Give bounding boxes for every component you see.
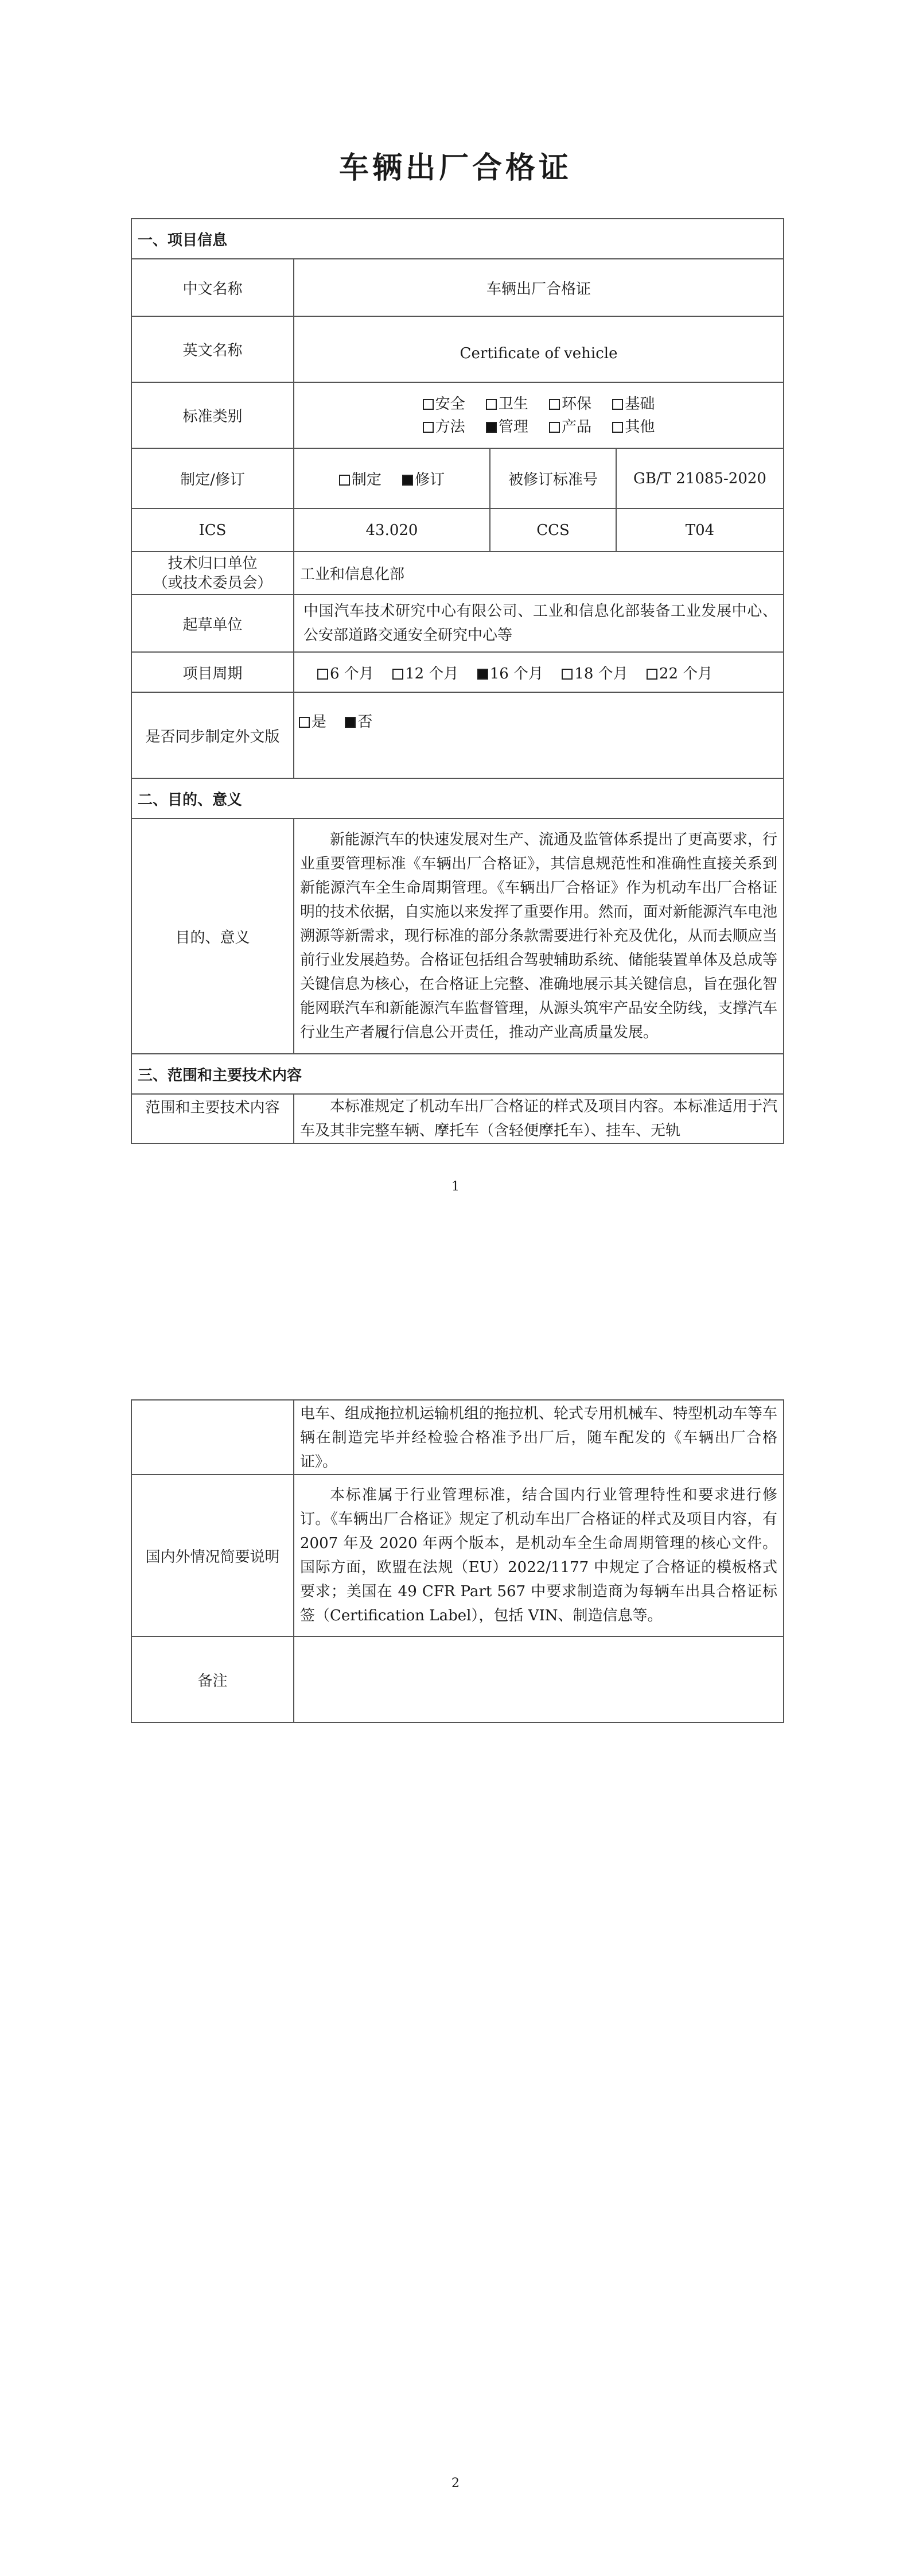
page-2	[0, 1288, 911, 2576]
purpose-label: 目的、意义	[131, 818, 294, 1054]
remarks-value[interactable]	[294, 1636, 784, 1722]
std-category-line-2	[300, 416, 777, 439]
std-category-label: 标准类别	[131, 382, 294, 448]
cn-name-value: 车辆出厂合格证	[294, 259, 784, 316]
scope-text-part-1: 本标准规定了机动车出厂合格证的样式及项目内容。本标准适用于汽车及其非完整车辆、摩托车（含轻便摩托车）、挂车、无轨	[294, 1094, 784, 1143]
option-basic[interactable]: 基础	[612, 393, 655, 416]
checkbox-checked-icon	[477, 669, 488, 680]
row-foreign-version	[131, 692, 784, 778]
option-other[interactable]: 其他	[612, 416, 655, 439]
row-drafter	[131, 595, 784, 652]
foreign-version-label: 是否同步制定外文版	[131, 692, 294, 778]
row-revision	[131, 448, 784, 509]
option-18-months[interactable]: 18 个月	[562, 662, 628, 683]
option-safety[interactable]: 安全	[423, 393, 465, 416]
purpose-text: 新能源汽车的快速发展对生产、流通及监管体系提出了更高要求，行业重要管理标准《车辆出厂合格证》，其信息规范性和准确性直接关系到新能源汽车全生命周期管理。《车辆出厂合格证》作为机动车出厂合格证明的技术依据，自实施以来发挥了重要作用。然而，面对新能源汽车电池溯源等新需求，现行标准的部分条款需要进行补充及优化，从而去顺应当前行业发展趋势。合格证包括组合驾驶辅助系统、储能装置单体及总成等关键信息为核心，在合格证上完整、准确地展示其关键信息，旨在强化智能网联汽车和新能源汽车监督管理，从源头筑牢产品安全防线，支撑汽车行业生产者履行信息公开责任，推动产业高质量发展。	[294, 818, 784, 1054]
option-revise[interactable]: 修订	[402, 468, 445, 489]
checkbox-checked-icon	[402, 475, 413, 486]
domestic-text: 本标准属于行业管理标准，结合国内行业管理特性和要求进行修订。《车辆出厂合格证》规定了机动车出厂合格证的样式及项目内容，有 2007 年及 2020 年两个版本，是机动车全生命周期管理的核心文件。 国际方面，欧盟在法规（EU）2022/1177 中规定了合格证的模板格式要求；美国在 49 CFR Part 567 中要求制造商为每辆车出具合格证标签（Certification Label），包括 VIN、制造信息等。	[294, 1475, 784, 1636]
std-category-line-1	[300, 393, 777, 416]
checkbox-checked-icon	[486, 422, 497, 433]
tech-unit-value: 工业和信息化部	[294, 552, 784, 595]
document-title: 车辆出厂合格证	[338, 150, 572, 185]
page-number: 1	[451, 1180, 460, 1194]
checkbox-icon	[392, 669, 403, 680]
option-establish[interactable]: 制定	[339, 468, 381, 489]
foreign-version-options	[294, 692, 784, 778]
option-yes[interactable]: 是	[299, 710, 326, 731]
section-heading-purpose: 二、目的、意义	[131, 778, 784, 818]
option-management[interactable]: 管理	[486, 416, 528, 439]
section-row-scope	[131, 1054, 784, 1094]
page-number: 2	[451, 2476, 460, 2490]
checkbox-icon	[339, 475, 350, 486]
checkbox-icon	[562, 669, 573, 680]
domestic-label: 国内外情况简要说明	[131, 1475, 294, 1636]
revision-label: 制定/修订	[131, 448, 294, 509]
en-name-label: 英文名称	[131, 316, 294, 382]
period-options	[294, 652, 784, 692]
option-environment[interactable]: 环保	[549, 393, 591, 416]
checkbox-icon	[612, 399, 623, 410]
ics-label: ICS	[131, 509, 294, 552]
checkbox-icon	[423, 399, 434, 410]
section-row-info	[131, 219, 784, 259]
row-tech-unit	[131, 552, 784, 595]
checkbox-icon	[299, 717, 310, 728]
checkbox-icon	[549, 399, 560, 410]
project-form-table-continued	[131, 1399, 784, 1723]
checkbox-icon	[486, 399, 497, 410]
scope-label: 范围和主要技术内容	[131, 1094, 294, 1143]
ccs-label: CCS	[490, 509, 616, 552]
tech-unit-label: 技术归口单位 （或技术委员会）	[131, 552, 294, 595]
option-product[interactable]: 产品	[549, 416, 591, 439]
ics-value: 43.020	[294, 509, 490, 552]
en-name-value: Certificate of vehicle	[294, 316, 784, 382]
option-method[interactable]: 方法	[423, 416, 465, 439]
scope-label-continued	[131, 1400, 294, 1475]
checkbox-icon	[549, 422, 560, 433]
checkbox-icon	[647, 669, 657, 680]
checkbox-icon	[317, 669, 328, 680]
period-label: 项目周期	[131, 652, 294, 692]
revision-options	[294, 448, 490, 509]
row-std-category	[131, 382, 784, 448]
row-scope	[131, 1094, 784, 1143]
row-scope-continued	[131, 1400, 784, 1475]
option-12-months[interactable]: 12 个月	[392, 662, 458, 683]
cn-name-label: 中文名称	[131, 259, 294, 316]
row-remarks	[131, 1636, 784, 1722]
section-heading-info: 一、项目信息	[131, 219, 784, 259]
row-purpose	[131, 818, 784, 1054]
row-ics	[131, 509, 784, 552]
row-en-name	[131, 316, 784, 382]
checkbox-checked-icon	[345, 717, 356, 728]
project-form-table	[131, 218, 784, 1144]
row-domestic	[131, 1475, 784, 1636]
scope-text-part-2: 电车、组成拖拉机运输机组的拖拉机、轮式专用机械车、特型机动车等车辆在制造完毕并经检验合格准予出厂后，随车配发的《车辆出厂合格证》。	[294, 1400, 784, 1475]
drafter-label: 起草单位	[131, 595, 294, 652]
revised-std-label: 被修订标准号	[490, 448, 616, 509]
section-heading-scope: 三、范围和主要技术内容	[131, 1054, 784, 1094]
checkbox-icon	[612, 422, 623, 433]
option-6-months[interactable]: 6 个月	[317, 662, 374, 683]
row-cn-name	[131, 259, 784, 316]
option-hygiene[interactable]: 卫生	[486, 393, 528, 416]
std-category-options	[294, 382, 784, 448]
revised-std-value: GB/T 21085-2020	[616, 448, 784, 509]
option-no[interactable]: 否	[345, 710, 372, 731]
option-22-months[interactable]: 22 个月	[647, 662, 713, 683]
option-16-months[interactable]: 16 个月	[477, 662, 543, 683]
row-period	[131, 652, 784, 692]
drafter-value: 中国汽车技术研究中心有限公司、工业和信息化部装备工业发展中心、公安部道路交通安全研究中心等	[294, 595, 784, 652]
remarks-label: 备注	[131, 1636, 294, 1722]
checkbox-icon	[423, 422, 434, 433]
section-row-purpose	[131, 778, 784, 818]
ccs-value: T04	[616, 509, 784, 552]
